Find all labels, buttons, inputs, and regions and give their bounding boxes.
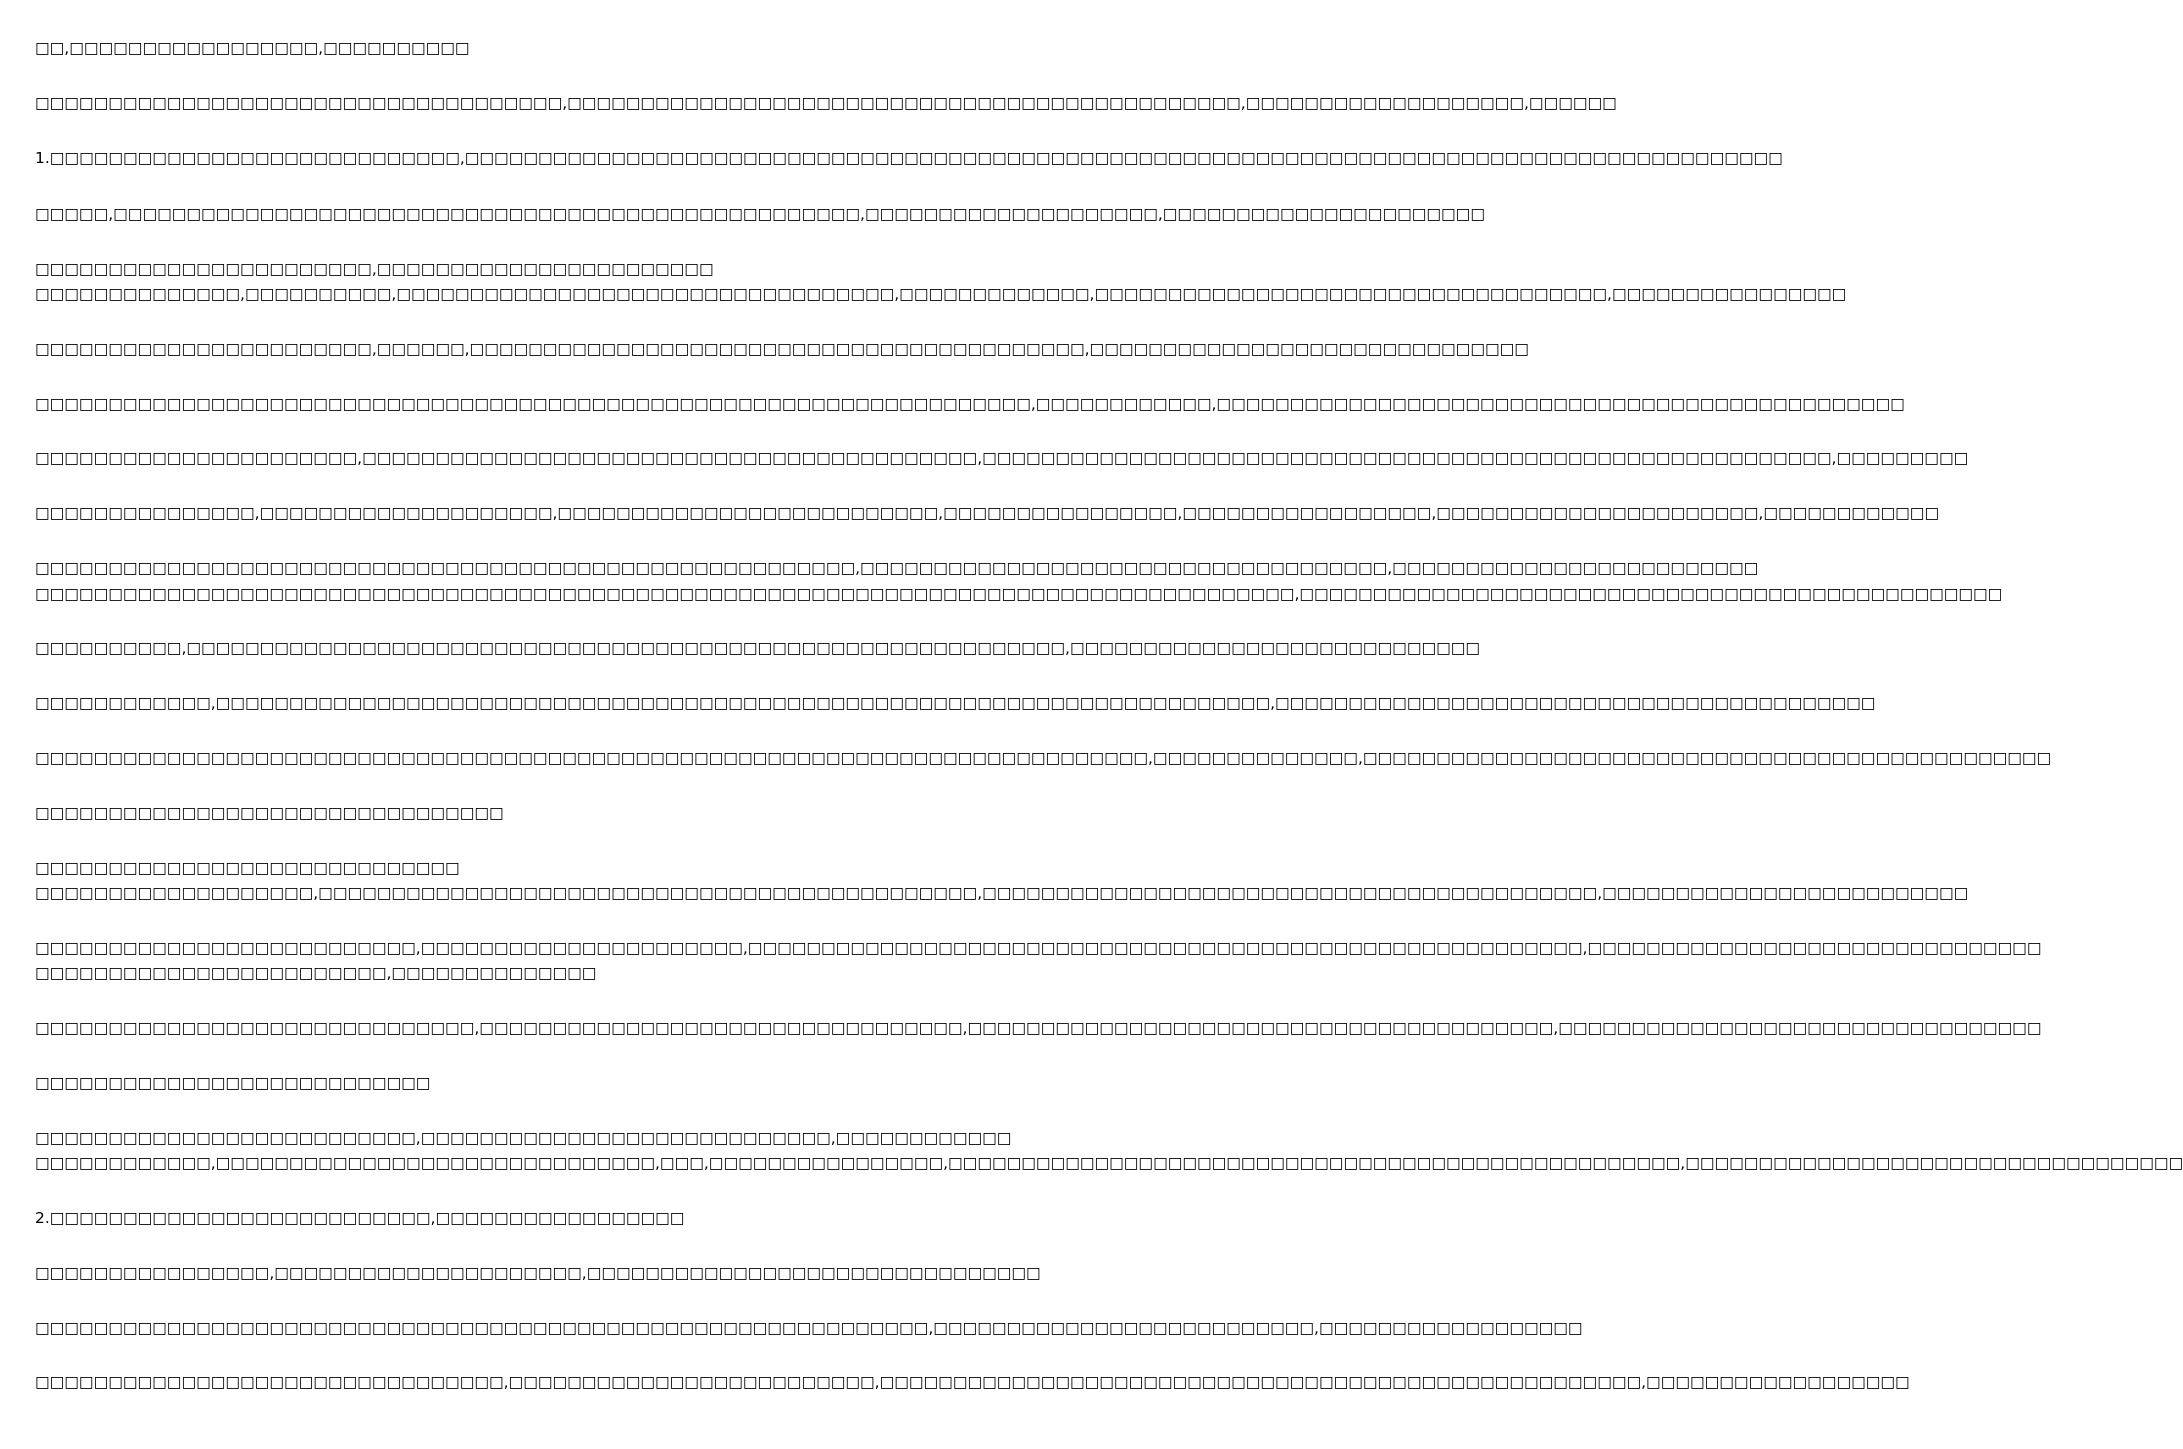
text-line: □□□□□□□□□□□□□□□□□□□□□□□□□□□□□□,□□□□□□□□□□□□□□□□□□□□□□□□□□□□□□□□□,□□□□□□□□□□□□□□□□□□□□□□□□□□□□□□□□□□□□□□□□,□□□□□□□□□□□□□□□□□□□□□□□□□□□□□□□□□ [35,1019,2042,1037]
text-line: □□□□□□□□□□□□□□□□□□□□□□□□□□,□□□□□□□□□□□□□□□□□□□□□□,□□□□□□□□□□□□□□□□□□□□□□□□□□□□□□□□□□□□□□□□□□□□□□□□□□□□□□□□□,□□□□□□□□□□□□□□□□□□□□□□□□□□□□□□□ [35,939,2042,957]
text-line: 2.□□□□□□□□□□□□□□□□□□□□□□□□□□,□□□□□□□□□□□□□□□□□ [35,1209,685,1227]
text-line: □□□□□□□□□□□□□□□□□□□,□□□□□□□□□□□□□□□□□□□□□□□□□□□□□□□□□□□□□□□□□□□□□,□□□□□□□□□□□□□□□□□□□□□□□□□□□□□□□□□□□□□□□□□□,□□□□□□□□□□□□□□□□□□□□□□□□□ [35,884,1969,902]
text-line: □□□□□□□□□□□□□□□,□□□□□□□□□□□□□□□□□□□□,□□□□□□□□□□□□□□□□□□□□□□□□□□,□□□□□□□□□□□□□□□□,□□□□□□□□□□□□□□□□□,□□□□□□□□□□□□□□□□□□□□□□,□□□□□□□□□□□□ [35,504,1940,522]
text-line: □□□□□□□□□□□□□□□□□□□□□□□□□□,□□□□□□□□□□□□□□□□□□□□□□□□□□□□,□□□□□□□□□□□□ [35,1129,1012,1147]
text-line: □□□□□□□□□□□□□□□□□□□□□□□□□□□□□□□□□□□□□□□□□□□□□□□□□□□□□□□□□□□□□□□□□□□□□□□□□□□□,□□□□□□□□□□□□□□,□□□□□□□□□□□□□□□□□□□□□□□□□□□□□□□□□□□□□□□□□□□□□□□ [35,749,2052,767]
text-line: □□□□□□□□□□□□□□□□□□□□□□□□□□□□□□□□□□□□,□□□□□□□□□□□□□□□□□□□□□□□□□□□□□□□□□□□□□□□□□□□□□□,□□□□□□□□□□□□□□□□□□□,□□□□□□ [35,94,1617,112]
text-line: □□□□□□□□□□□□,□□□□□□□□□□□□□□□□□□□□□□□□□□□□□□□□□□□□□□□□□□□□□□□□□□□□□□□□□□□□□□□□□□□□□□□□,□□□□□□□□□□□□□□□□□□□□□□□□□□□□□□□□□□□□□□□□□ [35,694,1876,712]
text-line: □□□□□□□□□□□□,□□□□□□□□□□□□□□□□□□□□□□□□□□□□□□,□□□,□□□□□□□□□□□□□□□□,□□□□□□□□□□□□□□□□□□□□□□□□□□□□□□□□□□□□□□□□□□□□□□□□□□,□□□□□□□□□□□□□□□□□□□□□□□□□□□□□□□□□□ [35,1154,2183,1172]
text-line: □□□□□□□□□□□□□□□□□□□□□□□□□□□□□□□□□□□□□□□□□□□□□□□□□□□□□□□□□□□□□,□□□□□□□□□□□□□□□□□□□□□□□□□□,□□□□□□□□□□□□□□□□□□ [35,1319,1583,1337]
text-line: □□□□□□□□□□□□□□□□□□□□□□□□□□□□□□□□□□□□□□□□□□□□□□□□□□□□□□□□□□□□□□□□□□□□□□□□□□□□□□□□□□□□□□,□□□□□□□□□□□□□□□□□□□□□□□□□□□□□□□□□□□□□□□□□□□□□□□□ [35,585,2003,603]
text-line: □□□□□□□□□□□□□□□□□□□□□□□□□□□□□□□□ [35,804,504,822]
text-line: □□□□□□□□□□□□□□□□□□□□□□□□,□□□□□□□□□□□□□□ [35,964,597,982]
text-line: □□□□□□□□□□□□□□□□□□□□□□□□□□□□□□□□□□□□□□□□□□□□□□□□□□□□□□□□□□□□□□□□□□□□,□□□□□□□□□□□□,□□□□□□□□□□□□□□□□□□□□□□□□□□□□□□□□□□□□□□□□□□□□□□□ [35,395,1905,413]
text-line: □□□□□□□□□□□□□□□□□□□□□□□□□□□□□ [35,859,460,877]
text-line: □□□□□□□□□□□□□□,□□□□□□□□□□,□□□□□□□□□□□□□□□□□□□□□□□□□□□□□□□□□□,□□□□□□□□□□□□□,□□□□□□□□□□□□□□□□□□□□□□□□□□□□□□□□□□□,□□□□□□□□□□□□□□□□ [35,285,1847,303]
text-line: 1.□□□□□□□□□□□□□□□□□□□□□□□□□□□□,□□□□□□□□□□□□□□□□□□□□□□□□□□□□□□□□□□□□□□□□□□□□□□□□□□□□□□□□□□□□□□□□□□□□□□□□□□□□□□□□□□□□□□□□□□ [35,149,1783,167]
text-line: □□□□□□□□□□□□□□□□□□□□□□□□□□□ [35,1074,431,1092]
text-line: □□□□□□□□□□□□□□□□□□□□□□□□□□□□□□□□,□□□□□□□□□□□□□□□□□□□□□□□□□,□□□□□□□□□□□□□□□□□□□□□□□□□□□□□□□□□□□□□□□□□□□□□□□□□□□□,□□□□□□□□□□□□□□□□□□ [35,1373,1910,1391]
text-line: □□□□□□□□□□,□□□□□□□□□□□□□□□□□□□□□□□□□□□□□□□□□□□□□□□□□□□□□□□□□□□□□□□□□□□□,□□□□□□□□□□□□□□□□□□□□□□□□□□□□ [35,639,1481,657]
text-line: □□□□□□□□□□□□□□□□□□□□□□□,□□□□□□□□□□□□□□□□□□□□□□□ [35,260,714,278]
text-line: □□□□□□□□□□□□□□□□□□□□□□□□□□□□□□□□□□□□□□□□□□□□□□□□□□□□□□□□,□□□□□□□□□□□□□□□□□□□□□□□□□□□□□□□□□□□□,□□□□□□□□□□□□□□□□□□□□□□□□□ [35,559,1759,577]
text-line: □□□□□□□□□□□□□□□□□□□□□□□,□□□□□□,□□□□□□□□□□□□□□□□□□□□□□□□□□□□□□□□□□□□□□□□□□,□□□□□□□□□□□□□□□□□□□□□□□□□□□□□□ [35,340,1529,358]
text-line: □□□□□□□□□□□□□□□□□□□□□□,□□□□□□□□□□□□□□□□□□□□□□□□□□□□□□□□□□□□□□□□□□,□□□□□□□□□□□□□□□□□□□□□□□□□□□□□□□□□□□□□□□□□□□□□□□□□□□□□□□□□□,□□□□□□□□□ [35,449,1969,467]
text-line: □□□□□□□□□□□□□□□□,□□□□□□□□□□□□□□□□□□□□□,□□□□□□□□□□□□□□□□□□□□□□□□□□□□□□□ [35,1264,1041,1282]
text-line: □□,□□□□□□□□□□□□□□□□□,□□□□□□□□□□ [35,39,470,57]
text-line: □□□□□,□□□□□□□□□□□□□□□□□□□□□□□□□□□□□□□□□□□□□□□□□□□□□□□□□□□,□□□□□□□□□□□□□□□□□□□□,□□□□□□□□□□□□□□□□□□□□□□ [35,205,1485,223]
